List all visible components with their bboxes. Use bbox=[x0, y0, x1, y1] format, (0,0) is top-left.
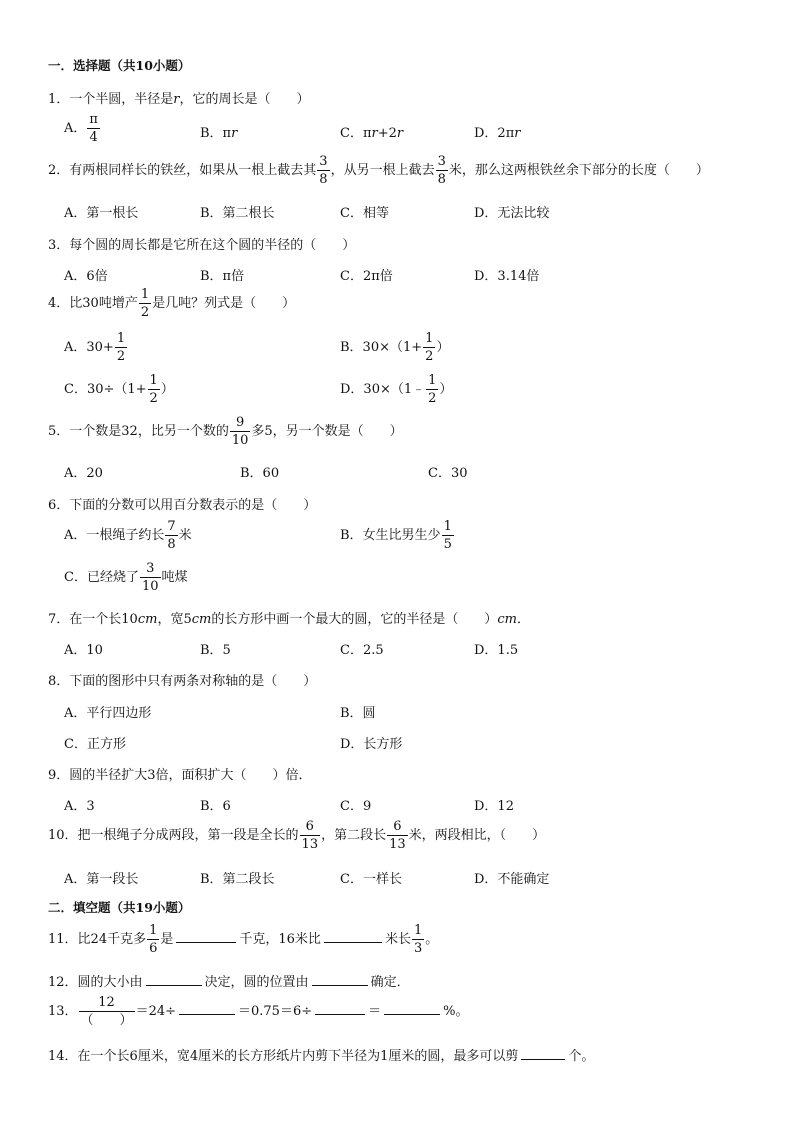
q6-a-fraction bbox=[165, 520, 177, 551]
q6-a-pre: A．一根绳子约长 bbox=[64, 528, 165, 543]
q7-unit-1: cm bbox=[137, 612, 158, 627]
q13-blank-1[interactable] bbox=[179, 1013, 235, 1015]
q1-c-var2: r bbox=[396, 126, 404, 141]
question-7 bbox=[48, 608, 530, 627]
q2-f1-num: 3 bbox=[319, 154, 328, 169]
q4-a-fraction bbox=[115, 332, 127, 363]
q3-option-b[interactable]: B．π倍 bbox=[200, 269, 245, 284]
q1-a-label: A． bbox=[64, 121, 87, 136]
q4-b-pre: B．30×（1+ bbox=[340, 340, 423, 355]
q7-unit-2: cm bbox=[191, 612, 212, 627]
q4-c-fraction bbox=[148, 374, 160, 405]
q1-option-d[interactable] bbox=[474, 122, 520, 141]
q13-blank-2[interactable] bbox=[315, 1013, 365, 1015]
question-8: 8．下面的图形中只有两条对称轴的是（ ） bbox=[48, 674, 317, 689]
q10-f2-den: 13 bbox=[389, 837, 406, 852]
q11-f2-num: 1 bbox=[413, 923, 423, 938]
q4-b-den: 2 bbox=[425, 349, 434, 364]
q1-c-mid: +2 bbox=[377, 126, 397, 141]
q11-mid-1: 是 bbox=[160, 932, 174, 947]
q3-option-d[interactable]: D．3.14倍 bbox=[474, 269, 540, 284]
question-12 bbox=[48, 971, 410, 990]
q1-b-var: r bbox=[231, 126, 238, 141]
q2-pre: 2．有两根同样长的铁丝，如果从一根上截去其 bbox=[48, 163, 317, 178]
q1-text: 1．一个半圆，半径是 bbox=[48, 92, 174, 107]
q11-blank-2[interactable] bbox=[324, 941, 382, 943]
q4-d-fraction bbox=[426, 374, 438, 405]
q11-fraction-2 bbox=[412, 924, 424, 955]
q1-d-text: D．2π bbox=[474, 126, 515, 141]
q12-pre: 12．圆的大小由 bbox=[48, 975, 143, 990]
q11-f2-den: 3 bbox=[413, 941, 423, 956]
q6-c-num: 3 bbox=[140, 562, 161, 578]
q13-part-3: ＝ bbox=[368, 1004, 382, 1019]
q4-fraction bbox=[139, 288, 151, 319]
q5-option-b[interactable]: B．60 bbox=[240, 466, 280, 481]
q13-end: %。 bbox=[443, 1004, 469, 1019]
q11-f1-num: 1 bbox=[149, 923, 158, 938]
q10-pre: 10．把一根绳子分成两段，第一段是全长的 bbox=[48, 828, 299, 843]
question-4 bbox=[48, 288, 295, 319]
q9-option-a[interactable]: A．3 bbox=[64, 799, 95, 814]
q9-option-b[interactable]: B．6 bbox=[200, 799, 231, 814]
question-2 bbox=[48, 155, 709, 186]
q4-b-num: 1 bbox=[425, 331, 434, 346]
q4-d-num: 1 bbox=[428, 373, 437, 388]
q10-option-b[interactable]: B．第二段长 bbox=[200, 872, 275, 887]
question-9: 9．圆的半径扩大3倍，面积扩大（ ）倍． bbox=[48, 768, 312, 783]
question-6: 6．下面的分数可以用百分数表示的是（ ） bbox=[48, 498, 317, 513]
q14-blank[interactable] bbox=[521, 1058, 565, 1060]
q5-option-c[interactable]: C．30 bbox=[428, 466, 468, 481]
question-10 bbox=[48, 820, 545, 851]
q13-pre: 13． bbox=[48, 1004, 78, 1019]
q8-option-d[interactable]: D．长方形 bbox=[340, 737, 403, 752]
q1-b-text: B．π bbox=[200, 126, 232, 141]
q12-blank-2[interactable] bbox=[312, 984, 368, 986]
q6-option-a[interactable] bbox=[64, 520, 192, 551]
q7-end: ． bbox=[516, 612, 530, 627]
q9-option-d[interactable]: D．12 bbox=[474, 799, 514, 814]
q6-c-pre: C．已经烧了 bbox=[64, 570, 139, 585]
q12-mid: 决定，圆的位置由 bbox=[204, 975, 309, 990]
q2-option-a[interactable]: A．第一根长 bbox=[64, 206, 139, 221]
q1-c-text: C．π bbox=[340, 126, 372, 141]
q7-unit-3: cm bbox=[497, 612, 517, 627]
q1-option-a[interactable] bbox=[64, 113, 101, 144]
q3-option-c[interactable]: C．2π倍 bbox=[340, 269, 393, 284]
q4-b-post: ） bbox=[436, 340, 450, 355]
q4-b-fraction bbox=[423, 332, 435, 363]
q13-blank-3[interactable] bbox=[384, 1013, 440, 1015]
q4-option-b[interactable] bbox=[340, 332, 449, 363]
q6-a-post: 米 bbox=[178, 528, 192, 543]
q4-option-d[interactable] bbox=[340, 374, 452, 405]
q11-blank-1[interactable] bbox=[176, 941, 236, 943]
q10-f1-den: 13 bbox=[301, 837, 319, 852]
q4-den: 2 bbox=[140, 305, 150, 320]
q1-a-den: 4 bbox=[89, 130, 98, 145]
q11-pre: 11．比24千克多 bbox=[48, 932, 147, 947]
q13-part-2: ＝0.75＝6÷ bbox=[238, 1004, 313, 1019]
q7-option-d[interactable]: D．1.5 bbox=[474, 643, 519, 658]
q12-end: 确定． bbox=[370, 975, 410, 990]
q10-fraction-2 bbox=[387, 820, 408, 851]
q6-a-den: 8 bbox=[167, 537, 176, 552]
q4-c-num: 1 bbox=[149, 373, 158, 388]
q7-option-a[interactable]: A．10 bbox=[64, 643, 103, 658]
q5-den: 10 bbox=[231, 433, 249, 448]
q7-mid-2: 的长方形中画一个最大的圆，它的半径是（ ） bbox=[211, 612, 498, 627]
q5-pre: 5．一个数是32，比另一个数的 bbox=[48, 424, 229, 439]
q11-f1-den: 6 bbox=[149, 941, 158, 956]
q10-option-d[interactable]: D．不能确定 bbox=[474, 872, 550, 887]
q6-c-den: 10 bbox=[141, 579, 159, 594]
q14-end: 个。 bbox=[568, 1049, 595, 1064]
q11-mid-3: 米长 bbox=[384, 932, 411, 947]
section-title-choice: 一．选择题（共10小题） bbox=[48, 58, 191, 73]
q4-option-a[interactable] bbox=[64, 332, 128, 363]
q6-a-num: 7 bbox=[167, 519, 176, 534]
q13-part-1: ＝24÷ bbox=[135, 1004, 176, 1019]
question-1 bbox=[48, 88, 310, 107]
q10-f1-num: 6 bbox=[300, 820, 321, 836]
section-title-fill: 二．填空题（共19小题） bbox=[48, 900, 191, 915]
question-13 bbox=[48, 996, 468, 1027]
q8-option-b[interactable]: B．圆 bbox=[340, 706, 376, 721]
q13-fraction bbox=[79, 996, 135, 1027]
q4-c-pre: C．30÷（1+ bbox=[64, 382, 147, 397]
q12-blank-1[interactable] bbox=[146, 984, 202, 986]
q4-d-pre: D．30×（1﹣ bbox=[340, 382, 426, 397]
q4-pre: 4．比30吨增产 bbox=[48, 296, 138, 311]
q5-fraction bbox=[230, 416, 251, 447]
q6-option-c[interactable] bbox=[64, 562, 188, 593]
q13-den-blank[interactable]: （ ） bbox=[80, 1013, 133, 1028]
q1-option-b[interactable] bbox=[200, 122, 237, 141]
q10-f2-num: 6 bbox=[387, 820, 408, 836]
q2-option-c[interactable]: C．相等 bbox=[340, 206, 389, 221]
q2-option-b[interactable]: B．第二根长 bbox=[200, 206, 275, 221]
q1-option-c[interactable] bbox=[340, 122, 403, 141]
question-3: 3．每个圆的周长都是它所在这个圆的半径的（ ） bbox=[48, 238, 356, 253]
q4-a-num: 1 bbox=[116, 331, 126, 346]
question-11 bbox=[48, 924, 438, 955]
q6-b-fraction bbox=[442, 520, 454, 551]
q3-option-a[interactable]: A．6倍 bbox=[64, 269, 108, 284]
q2-f1-den: 8 bbox=[319, 172, 328, 187]
question-5 bbox=[48, 416, 403, 447]
q6-c-post: 吨煤 bbox=[161, 570, 188, 585]
q4-c-den: 2 bbox=[149, 391, 158, 406]
q2-mid: ，从另一根上截去 bbox=[330, 163, 435, 178]
q7-pre: 7．在一个长10 bbox=[48, 612, 138, 627]
q10-tail: 米，两段相比，（ ） bbox=[408, 828, 546, 843]
q11-fraction-1 bbox=[147, 924, 159, 955]
question-14 bbox=[48, 1045, 594, 1064]
q6-option-b[interactable] bbox=[340, 520, 455, 551]
q4-a-den: 2 bbox=[116, 349, 126, 364]
q2-option-d[interactable]: D．无法比较 bbox=[474, 206, 550, 221]
q10-mid: ，第二段长 bbox=[321, 828, 387, 843]
q1-tail: ，它的周长是（ ） bbox=[179, 92, 310, 107]
q8-option-a[interactable]: A．平行四边形 bbox=[64, 706, 152, 721]
q4-d-post: ） bbox=[439, 382, 453, 397]
q1-var: r bbox=[173, 92, 180, 107]
q7-option-b[interactable]: B．5 bbox=[200, 643, 231, 658]
q5-tail: 多5，另一个数是（ ） bbox=[251, 424, 403, 439]
q1-c-var1: r bbox=[371, 126, 378, 141]
q9-option-c[interactable]: C．9 bbox=[340, 799, 372, 814]
q4-a-pre: A．30+ bbox=[64, 340, 114, 355]
q6-b-num: 1 bbox=[443, 519, 452, 534]
q6-b-pre: B．女生比男生少 bbox=[340, 528, 441, 543]
q10-option-c[interactable]: C．一样长 bbox=[340, 872, 402, 887]
q11-end: 。 bbox=[425, 932, 439, 947]
q4-d-den: 2 bbox=[428, 391, 437, 406]
q14-pre: 14．在一个长6厘米，宽4厘米的长方形纸片内剪下半径为1厘米的圆，最多可以剪 bbox=[48, 1049, 519, 1064]
q4-c-post: ） bbox=[160, 382, 174, 397]
q10-fraction-1 bbox=[300, 820, 321, 851]
q1-a-fraction bbox=[87, 113, 100, 144]
q5-num: 9 bbox=[230, 416, 251, 432]
q8-option-c[interactable]: C．正方形 bbox=[64, 737, 126, 752]
q4-num: 1 bbox=[140, 287, 150, 302]
q2-f2-num: 3 bbox=[437, 154, 446, 169]
q2-fraction-1 bbox=[317, 155, 329, 186]
q2-tail: 米，那么这两根铁丝余下部分的长度（ ） bbox=[448, 163, 709, 178]
q13-num: 12 bbox=[79, 996, 135, 1012]
q10-option-a[interactable]: A．第一段长 bbox=[64, 872, 139, 887]
q4-option-c[interactable] bbox=[64, 374, 174, 405]
q6-b-den: 5 bbox=[443, 537, 452, 552]
q2-fraction-2 bbox=[436, 155, 448, 186]
q7-option-c[interactable]: C．2.5 bbox=[340, 643, 384, 658]
q4-tail: 是几吨？列式是（ ） bbox=[152, 296, 296, 311]
q1-a-num: π bbox=[89, 112, 98, 127]
q6-c-fraction bbox=[140, 562, 161, 593]
q2-f2-den: 8 bbox=[437, 172, 446, 187]
q5-option-a[interactable]: A．20 bbox=[64, 466, 103, 481]
q7-mid-1: ，宽5 bbox=[157, 612, 192, 627]
q11-mid-2: 千克，16米比 bbox=[239, 932, 321, 947]
q1-d-var: r bbox=[514, 126, 521, 141]
